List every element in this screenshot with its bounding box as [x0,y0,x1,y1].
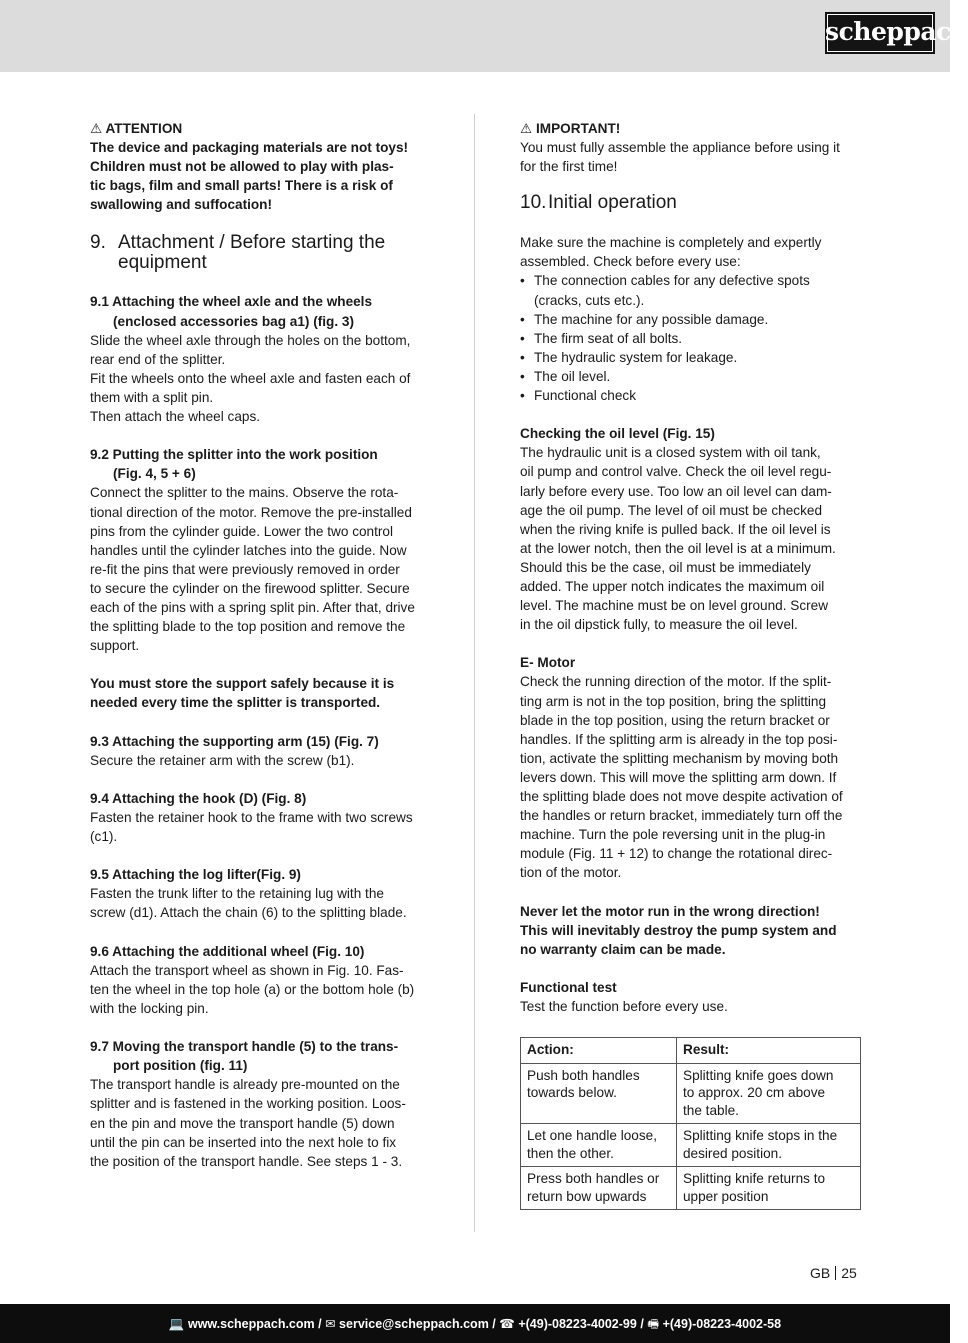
text-line: Make sure the machine is completely and expertly [520,235,822,251]
text-line: blade in the top position, using the return bracket or [520,712,830,728]
text-line: Slide the wheel axle through the holes on the bottom, [90,332,411,348]
text-line: Children must not be allowed to play with plas- [90,159,394,175]
text-line: with the locking pin. [90,1000,209,1016]
text-line: screw (d1). Attach the chain (6) to the splitting blade. [90,905,407,921]
text-line: re-fit the pins that were previously removed in order [90,561,400,577]
text-line: support. [90,638,140,654]
page-number-value: 25 [841,1265,857,1281]
text-line: needed every time the splitter is transported. [90,695,381,711]
text-line: the splitting blade does not move despite activation of [520,789,843,804]
text-line: You must fully assemble the appliance before using it [520,140,840,156]
text-line: Never let the motor run in the wrong direction! [520,903,820,919]
footer-email-link[interactable]: service@scheppach.com [339,1317,489,1331]
text-line: Check the running direction of the motor. If the split- [520,674,832,690]
text-line: tion of the motor. [520,865,622,881]
table-row [521,1124,861,1167]
text-line: The hydraulic unit is a closed system with oil tank, [520,445,821,461]
table-cell: Splitting knife goes down to approx. 20 cm above the table. [677,1063,861,1124]
text-line: You must store the support safely because it is [90,676,395,692]
text-line: splitter and is fastened in the working position. Loos- [90,1096,406,1112]
footer-website-link[interactable]: www.scheppach.com [187,1317,315,1331]
subsection-9-5 [90,865,430,922]
list-item: • Functional check [520,386,860,405]
subsection-9-6 [90,942,430,1018]
e-motor-section [520,653,860,882]
section-10-heading [520,193,860,213]
text-line: in the oil dipstick fully, to measure the oil level. [520,617,798,633]
subsection-9-2 [90,445,430,655]
text-line: tional direction of the motor. Remove the pre-installed [90,504,412,520]
text-line: Attach the transport wheel as shown in Fig. 10. Fas- [90,962,404,978]
text-line: when the riving knife is pulled back. If the oil level is [520,521,831,537]
text-line: each of the pins with a spring split pin. After that, drive [90,599,415,615]
section-9-heading [90,233,430,273]
attention-heading: ⚠ ATTENTION [90,121,183,136]
text-line: en the pin and move the transport handle (5) down [90,1115,395,1131]
functional-test-table [520,1037,861,1210]
list-item: • The firm seat of all bolts. [520,329,860,348]
text-line: the position of the transport handle. See steps 1 - 3. [90,1153,403,1169]
phone-icon: ☎ [499,1317,515,1331]
list-item: • The hydraulic system for leakage. [520,348,860,367]
scheppach-logo: scheppach [825,12,935,54]
list-item: • The oil level. [520,367,860,386]
footer-separator: / [640,1317,644,1331]
table-cell: Press both handles or return bow upwards [521,1167,677,1210]
text-line: tion, activate the splitting mechanism by moving both [520,750,839,766]
subsection-title: 9.5 Attaching the log lifter(Fig. 9) [90,867,301,883]
table-row [521,1063,861,1124]
table-cell: Let one handle loose, then the other. [521,1124,677,1167]
text-line: Fasten the retainer hook to the frame with two screws [90,810,413,825]
subsection-title: Functional test [520,979,617,995]
support-note [90,674,430,712]
page-number-separator [835,1266,836,1280]
section-number: 9. [90,232,106,254]
text-line: Connect the splitter to the mains. Observe the rota- [90,485,399,501]
table-cell: Push both handles towards below. [521,1063,677,1124]
text-line: larly before every use. Too low an oil level can dam- [520,483,832,499]
list-item: • The machine for any possible damage. [520,310,860,329]
table-cell: Splitting knife stops in the desired position. [677,1124,861,1167]
table-header-result: Result: [677,1038,861,1064]
text-line: Should this be the case, oil must be immediately [520,559,811,575]
table-header-action: Action: [521,1038,677,1064]
right-column [520,119,860,1210]
page-language: GB [810,1265,831,1281]
text-line: swallowing and suffocation! [90,197,273,213]
text-line: Secure the retainer arm with the screw (b1). [90,752,355,768]
text-line: Fasten the trunk lifter to the retaining lug with the [90,886,384,902]
text-line: the handles or return bracket, immediately turn off the [520,808,843,824]
subsection-title: 9.2 Putting the splitter into the work position [90,447,378,463]
text-line: ten the wheel in the top hole (a) or the bottom hole (b) [90,981,415,997]
text-line: This will inevitably destroy the pump system and [520,922,837,938]
fax-icon: 🖷 [647,1317,660,1331]
text-line: them with a split pin. [90,389,214,405]
subsection-title: 9.4 Attaching the hook (D) (Fig. 8) [90,790,307,806]
text-line: age the oil pump. The level of oil must be checked [520,502,823,518]
check-list [520,271,860,405]
section-title: Initial operation [548,192,677,214]
important-note [520,138,860,176]
subsection-title: 9.1 Attaching the wheel axle and the wheels [90,294,373,310]
text-line: tic bags, film and small parts! There is a risk of [90,178,393,194]
attention-warning [90,138,430,214]
subsection-title: (Fig. 4, 5 + 6) [113,466,196,482]
text-line: The transport handle is already pre-mounted on the [90,1077,400,1093]
text-line: added. The upper notch indicates the maximum oil [520,578,825,594]
text-line: handles until the cylinder latches into the guide. Now [90,542,407,558]
text-line: rear end of the splitter. [90,351,226,367]
subsection-9-4 [90,789,430,846]
text-line: handles. If the splitting arm is already in the top posi- [520,731,838,747]
section-title-line: equipment [118,252,207,274]
subsection-title: (enclosed accessories bag a1) (fig. 3) [113,313,355,329]
text-line: Then attach the wheel caps. [90,409,261,425]
section-number: 10. [520,192,547,214]
text-line: no warranty claim can be made. [520,941,726,957]
footer-phone: +(49)-08223-4002-99 [518,1317,637,1331]
subsection-9-7 [90,1037,430,1171]
text-line: level. The machine must be on level ground. Screw [520,598,829,614]
subsection-title: Checking the oil level (Fig. 15) [520,426,715,442]
computer-icon: 💻 [168,1317,185,1331]
table-cell: Splitting knife returns to upper position [677,1167,861,1210]
column-divider [474,114,475,1232]
subsection-title: 9.3 Attaching the supporting arm (15) (Fig. 7) [90,733,379,749]
table-row [521,1167,861,1210]
list-item: • The connection cables for any defective spots (cracks, cuts etc.). [520,271,860,309]
text-line: the splitting blade to the top position and remove the [90,619,406,635]
footer-separator: / [318,1317,322,1331]
subsection-9-3 [90,732,430,770]
left-column [90,119,430,1171]
initial-operation-intro [520,233,860,271]
text-line: Fit the wheels onto the wheel axle and fasten each of [90,370,411,386]
section-title-line: Attachment / Before starting the [118,232,386,254]
text-line: (c1). [90,829,118,845]
text-line: The device and packaging materials are not toys! [90,140,409,156]
important-heading: ⚠ IMPORTANT! [520,121,621,136]
footer-bar [0,1304,950,1343]
text-line: oil pump and control valve. Check the oil level regu- [520,464,832,480]
text-line: machine. Turn the pole reversing unit in the plug-in [520,827,826,843]
text-line: assembled. Check before every use: [520,254,741,270]
motor-warning [520,902,860,959]
text-line: at the lower notch, then the oil level is at a minimum. [520,540,836,556]
text-line: pins from the cylinder guide. Lower the two control [90,523,393,539]
text-line: levers down. This will move the splitting arm down. If [520,769,837,785]
subsection-9-1 [90,292,430,426]
text-line: module (Fig. 11 + 12) to change the rotational direc- [520,846,833,862]
subsection-title: E- Motor [520,655,576,671]
subsection-title: port position (fig. 11) [113,1058,248,1074]
footer-separator: / [492,1317,496,1331]
text-line: to secure the cylinder on the firewood splitter. Secure [90,580,410,596]
subsection-title: 9.7 Moving the transport handle (5) to the trans- [90,1039,399,1055]
footer-contact [0,1315,950,1336]
oil-level-section [520,424,860,634]
email-icon: ✉ [325,1317,336,1331]
footer-fax: +(49)-08223-4002-58 [662,1317,782,1331]
text-line: Test the function before every use. [520,999,728,1015]
functional-test-section [520,978,860,1016]
header-bar [0,0,950,72]
subsection-title: 9.6 Attaching the additional wheel (Fig. 10) [90,943,365,959]
text-line: ting arm is not in the top position, bring the splitting [520,693,827,709]
page-number [810,1263,857,1283]
text-line: for the first time! [520,159,618,175]
table-header-row [521,1038,861,1064]
text-line: until the pin can be inserted into the next hole to fix [90,1134,397,1150]
